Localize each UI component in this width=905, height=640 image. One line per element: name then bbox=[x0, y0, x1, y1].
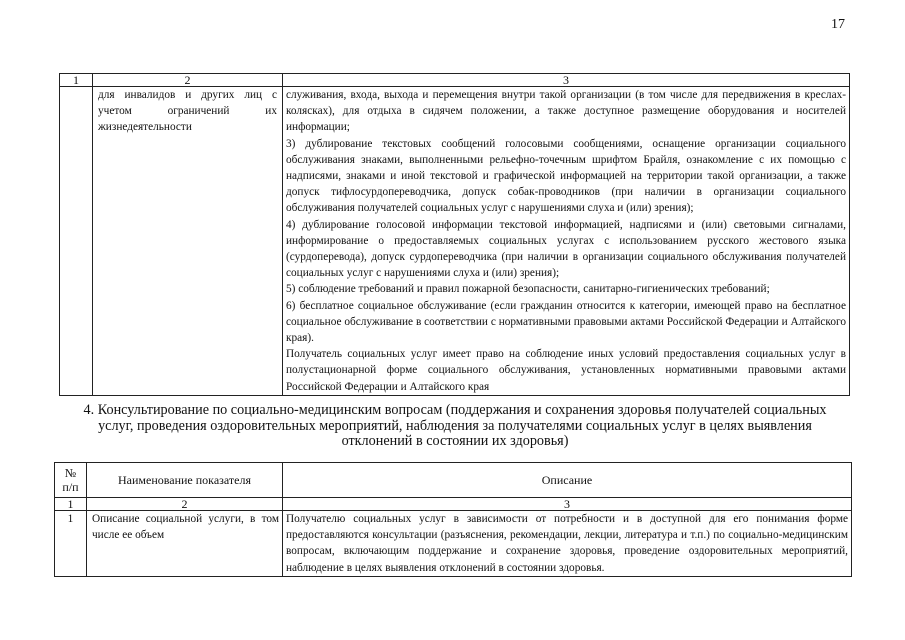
column-number: 3 bbox=[283, 74, 850, 87]
description-text: Получателю социальных услуг в зависимости от потребности и в доступной для его понимания форме предоставляются консультации (разъяснения, рекомендации, лекции, литература и т.п.) по социально-медицинским вопросам, включающим поддержание и сохранение здоровья, проведение оздоровительных мероприятий, наблюдение в целях выявления отклонений в состоянии здоровья. bbox=[286, 513, 848, 574]
section-title: 4. Консультирование по социально-медицинским вопросам (поддержания и сохранения здоровья получателей социальных услуг, проведения оздоровительных мероприятий, наблюдения за получателями социальных услуг в целях выявления отклонений в состоянии их здоровья) bbox=[83, 402, 827, 449]
table-row bbox=[60, 87, 850, 396]
description-cell bbox=[283, 511, 852, 577]
indicator-name-cell bbox=[93, 87, 283, 396]
description-paragraph: 3) дублирование текстовых сообщений голосовыми сообщениями, оснащение организации социального обслуживания знаками, выполненными рельефно-точечным шрифтом Брайля, ознакомление с их помощью с надписями, знаками и иной текстовой и графической информацией на территории такой организации, а также допуск тифлосурдопереводчика, допуск собак-проводников (при наличии в организации социального обслуживания получателей социальных услуг с нарушениями слуха и (или) зрения); bbox=[286, 137, 846, 215]
column-number: 2 bbox=[93, 74, 283, 87]
table-row bbox=[55, 511, 852, 577]
header-indicator-name: Наименование показателя bbox=[87, 463, 283, 498]
indicator-name-cell bbox=[87, 511, 283, 577]
indicator-name: для инвалидов и других лиц с учетом ограничений их жизнедеятельности bbox=[98, 89, 277, 134]
consultation-table bbox=[54, 462, 852, 577]
column-number: 2 bbox=[87, 498, 283, 511]
description-paragraph: 5) соблюдение требований и правил пожарной безопасности, санитарно-гигиенических требований; bbox=[286, 283, 770, 296]
header-description: Описание bbox=[283, 463, 852, 498]
row-number: 1 bbox=[55, 511, 87, 577]
header-row bbox=[55, 463, 852, 498]
column-number-row bbox=[55, 498, 852, 511]
column-number: 1 bbox=[60, 74, 93, 87]
page-number: 17 bbox=[831, 17, 845, 32]
column-number: 3 bbox=[283, 498, 852, 511]
description-paragraph: служивания, входа, выхода и перемещения внутри такой организации (в том числе для передвижения в креслах-колясках), для отдыха в сидячем положении, а также доступное размещение оборудования и носителей информации; bbox=[286, 89, 846, 134]
description-paragraph: 4) дублирование голосовой информации текстовой информацией, надписями и (или) световыми сигналами, информирование о предоставляемых социальных услугах с использованием русского жестового языка (сурдоперевода), допуск сурдопереводчика (при наличии в организации социального обслуживания получателей социальных услуг с нарушениями слуха и (или) зрения); bbox=[286, 218, 846, 280]
services-conditions-table bbox=[59, 73, 850, 396]
description-paragraph: 6) бесплатное социальное обслуживание (если гражданин относится к категории, имеющей право на бесплатное социальное обслуживание в соответствии с нормативными правовыми актами Российской Федерации и Алтайского края). bbox=[286, 299, 846, 345]
column-number-row bbox=[60, 74, 850, 87]
column-number: 1 bbox=[55, 498, 87, 511]
row-number-cell bbox=[60, 87, 93, 396]
description-paragraph: Получатель социальных услуг имеет право на соблюдение иных условий предоставления социальных услуг в полустационарной форме социального обслуживания, установленных нормативными правовыми актами Российской Федерации и Алтайского края bbox=[286, 348, 846, 393]
description-cell bbox=[283, 87, 850, 396]
header-number: № п/п bbox=[55, 463, 87, 498]
indicator-name: Описание социальной услуги, в том числе ее объем bbox=[92, 513, 279, 542]
